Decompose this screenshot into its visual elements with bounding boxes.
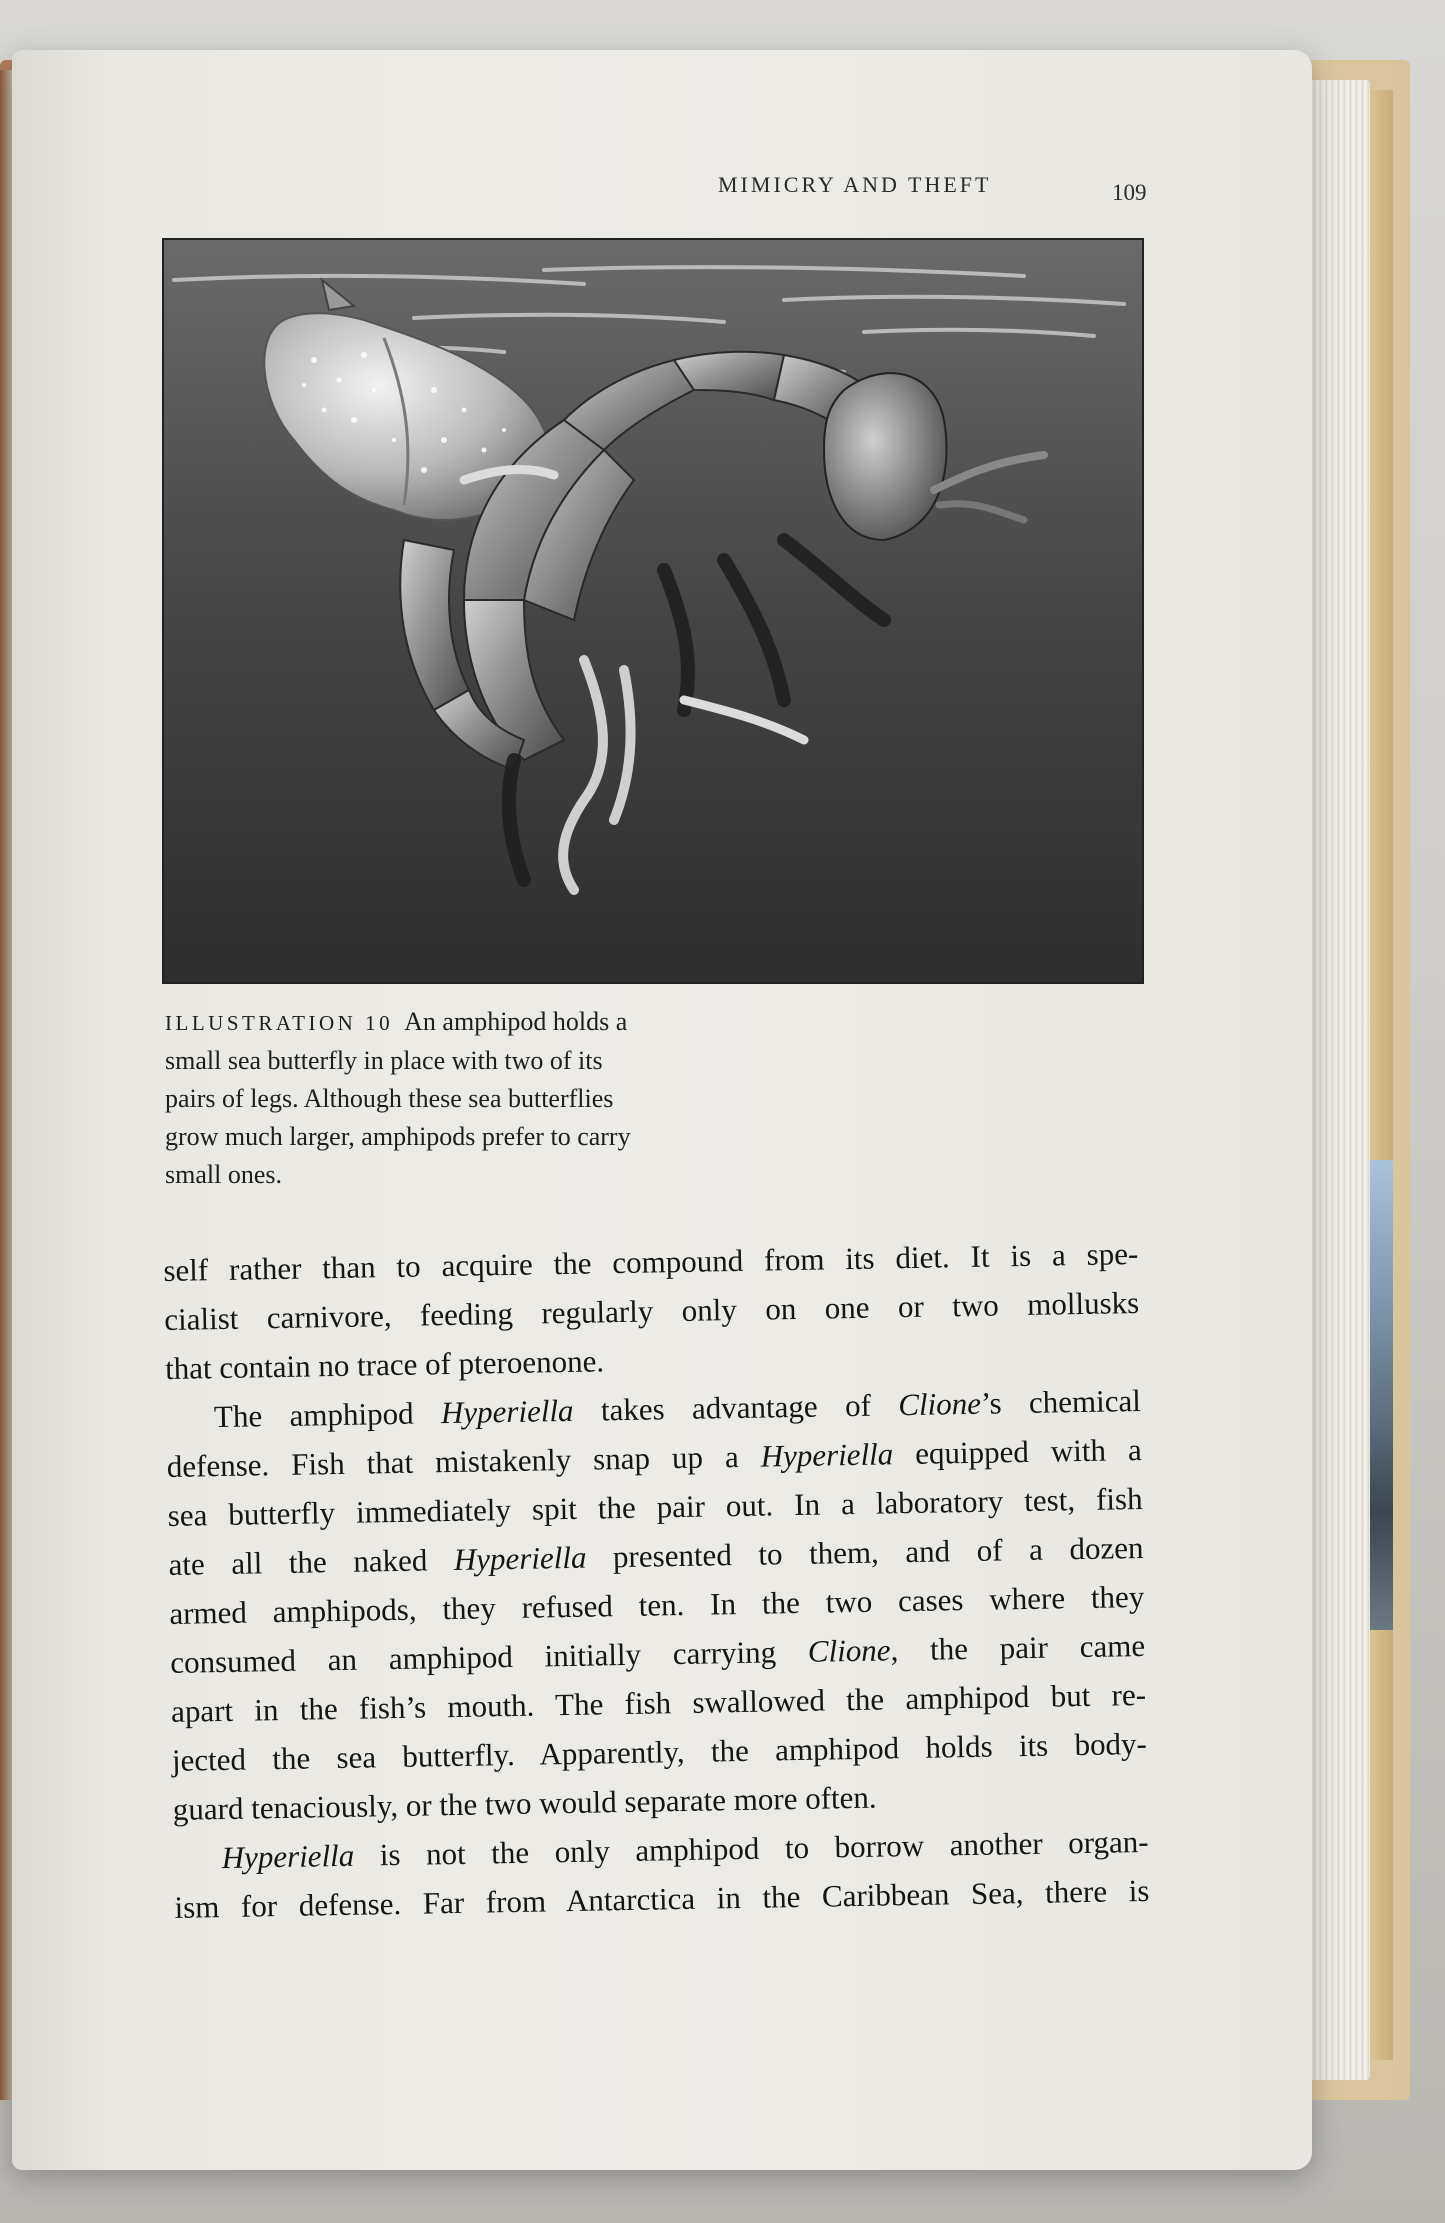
text-line: ism for defense. Far from Antarctica in the Caribbean Sea, there is — [174, 1872, 1150, 1925]
text-run: takes advantage of — [573, 1387, 899, 1428]
text-run: is not the only amphipod to borrow another organ- — [353, 1823, 1149, 1873]
text-run-italic: Hyperiella — [440, 1392, 574, 1431]
illustration-caption — [165, 1003, 765, 1194]
body-text — [163, 1229, 1150, 1932]
text-line: guard tenaciously, or the two would separate more often. — [172, 1779, 877, 1827]
text-run: ate all the naked — [168, 1541, 455, 1582]
text-run-italic: Clione — [897, 1385, 982, 1423]
text-line: cialist carnivore, feeding regularly only on one or two mollusks — [163, 1284, 1140, 1337]
text-line: that contain no trace of pteroenone. — [164, 1343, 605, 1386]
text-run-italic: Hyperiella — [221, 1837, 355, 1876]
running-head: MIMICRY AND THEFT — [718, 172, 992, 197]
text-run: presented to them, and of a dozen — [586, 1529, 1144, 1575]
caption-label: ILLUSTRATION 10 — [165, 1011, 394, 1035]
text-run: , the pair came — [890, 1627, 1146, 1668]
text-run: consumed an amphipod initially carrying — [169, 1633, 809, 1680]
text-run: The amphipod — [213, 1395, 442, 1435]
caption-line: small sea butterfly in place with two of its — [165, 1046, 603, 1075]
text-line: jected the sea butterfly. Apparently, the amphipod holds its body- — [171, 1725, 1148, 1778]
text-line: apart in the fish’s mouth. The fish swallowed the amphipod but re- — [170, 1676, 1147, 1729]
text-run: equipped with a — [892, 1431, 1143, 1472]
illustration-amphipod — [162, 238, 1144, 984]
text-run-italic: Clione — [807, 1632, 891, 1669]
paragraph — [173, 1817, 1150, 1932]
text-run: defense. Fish that mistakenly snap up a — [166, 1438, 761, 1484]
text-run: ’s chemical — [980, 1382, 1142, 1421]
caption-line: pairs of legs. Although these sea butterflies — [165, 1084, 614, 1113]
paragraph — [166, 1376, 1149, 1834]
text-line: self rather than to acquire the compound from its diet. It is a spe- — [163, 1235, 1139, 1288]
page-number: 109 — [1112, 180, 1147, 205]
amphipod-illustration-svg — [164, 240, 1142, 982]
caption-line: An amphipod holds a — [404, 1007, 628, 1036]
text-line: armed amphipods, they refused ten. In the two cases where they — [169, 1578, 1145, 1631]
paragraph — [163, 1229, 1140, 1393]
text-run-italic: Hyperiella — [760, 1436, 894, 1474]
caption-line: small ones. — [165, 1160, 282, 1189]
caption-line: grow much larger, amphipods prefer to carry — [165, 1122, 631, 1151]
text-line: sea butterfly immediately spit the pair out. In a laboratory test, fish — [167, 1480, 1143, 1533]
text-run-italic: Hyperiella — [453, 1539, 587, 1577]
